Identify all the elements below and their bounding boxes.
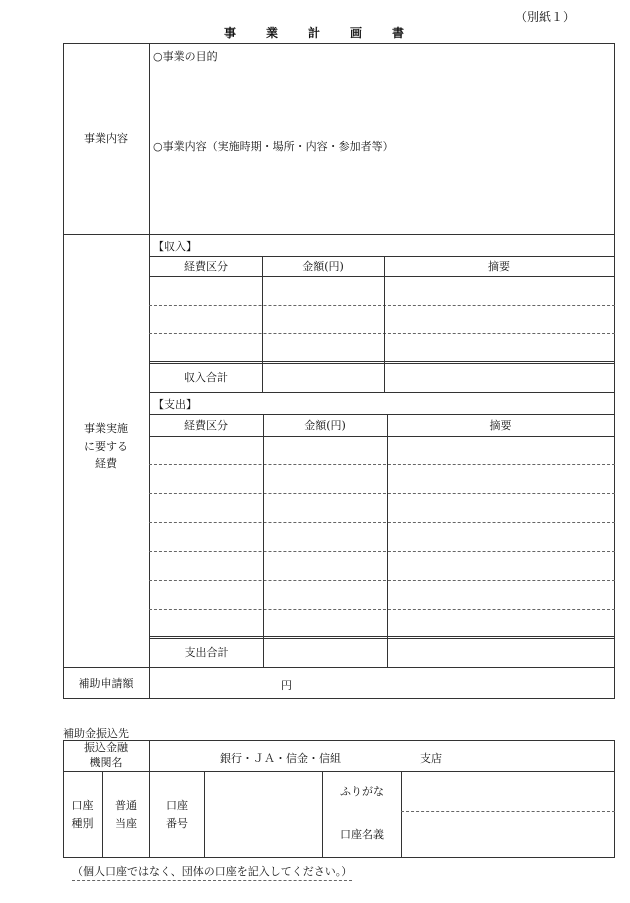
subsidy-amount-field[interactable] xyxy=(150,668,614,698)
income-rows[interactable] xyxy=(150,277,614,361)
subsidy-label: 補助申請額 xyxy=(78,676,134,690)
income-heading: 【収入】 xyxy=(153,240,197,253)
details-input-area[interactable] xyxy=(150,154,614,232)
income-total-label: 収入合計 xyxy=(184,371,228,385)
attachment-label: （別紙１） xyxy=(514,10,575,24)
expense-col-remarks: 摘要 xyxy=(489,418,512,432)
income-col-remarks: 摘要 xyxy=(488,259,510,273)
branch-label: 支店 xyxy=(420,752,442,765)
account-type-options[interactable]: 普通 当座 xyxy=(115,799,137,830)
bank-types: 銀行・ＪＡ・信金・信組 xyxy=(220,752,341,765)
expense-col-category: 経費区分 xyxy=(184,418,228,432)
title-char: 計 xyxy=(307,26,322,40)
expense-col-amount: 金額(円) xyxy=(304,418,346,432)
expense-heading: 【支出】 xyxy=(153,398,197,411)
title-char: 書 xyxy=(392,26,407,40)
holder-name-field[interactable] xyxy=(402,812,614,858)
details-label: ○事業内容（実施時期・場所・内容・参加者等） xyxy=(153,140,394,153)
account-type-label: 口座 種別 xyxy=(71,799,94,830)
title-char: 事 xyxy=(223,26,238,40)
content-label: 事業内容 xyxy=(84,131,128,145)
holder-label: 口座名義 xyxy=(340,828,384,842)
document-title xyxy=(0,24,630,41)
subsidy-unit: 円 xyxy=(281,679,292,692)
furigana-label: ふりがな xyxy=(340,784,384,798)
purpose-input-area[interactable] xyxy=(150,62,614,132)
expense-rows[interactable] xyxy=(150,437,614,636)
account-note: （個人口座ではなく、団体の口座を記入してください。） xyxy=(72,863,352,881)
income-col-category: 経費区分 xyxy=(184,259,228,273)
account-number-field[interactable] xyxy=(205,772,322,858)
bank-label: 振込金融 機関名 xyxy=(84,741,128,769)
transfer-section-title: 補助金振込先 xyxy=(63,727,129,740)
account-number-label: 口座 番号 xyxy=(166,799,188,830)
title-char: 画 xyxy=(350,26,365,40)
expense-total-label: 支出合計 xyxy=(184,646,229,660)
expenses-label: 事業実施 に要する 経費 xyxy=(84,422,128,471)
furigana-field[interactable] xyxy=(402,772,614,811)
title-char: 業 xyxy=(265,26,280,40)
income-col-amount: 金額(円) xyxy=(302,259,344,273)
bank-name-field[interactable] xyxy=(150,741,614,771)
purpose-label: ○事業の目的 xyxy=(153,50,218,63)
